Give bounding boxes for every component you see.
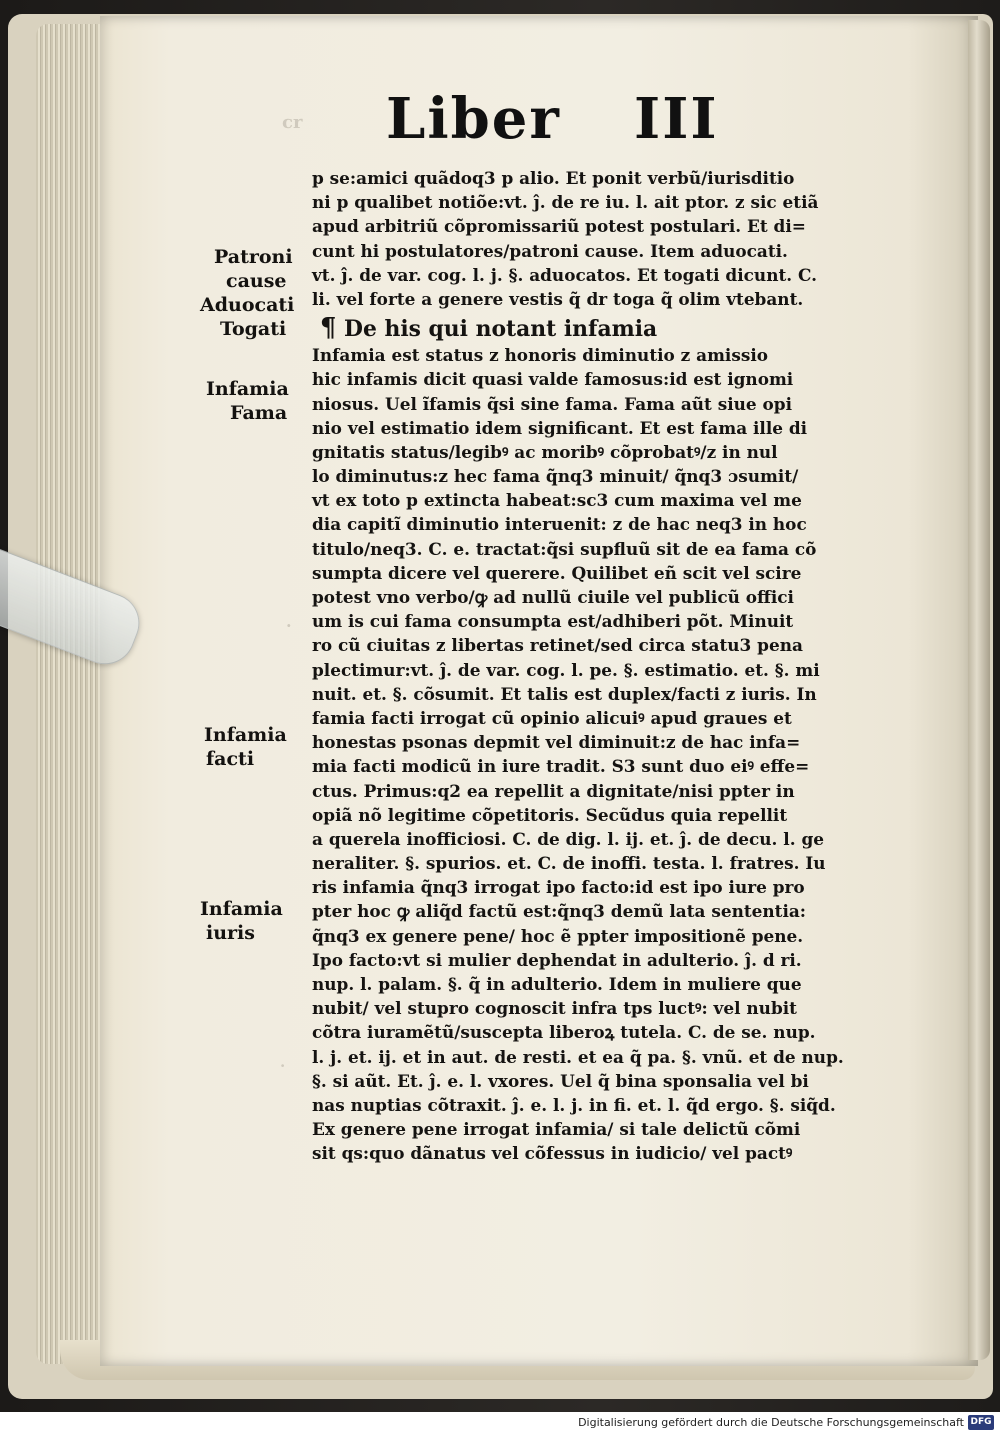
running-head-word: Liber — [386, 86, 561, 152]
text-line: titulo/neq3. C. e. tractat:q̃si supfluũ sit de ea fama cõ — [312, 539, 817, 560]
funding-credit: Digitalisierung gefördert durch die Deutsche Forschungsgemeinschaft — [578, 1416, 964, 1429]
text-line: ctus. Primus:q2 ea repellit a dignitate/nisi ppter in — [312, 781, 795, 802]
text-line: Infamia est status z honoris diminutio z amissio — [312, 346, 769, 367]
text-line: opiã nõ legitime cõpetitoris. Secũdus quia repellit — [312, 805, 788, 826]
text-line: vt. ĵ. de var. cog. l. j. §. aduocatos. Et togati dicunt. C. — [312, 265, 818, 286]
section-title-text: De his qui notant infamia — [343, 316, 658, 343]
text-line: ni p qualibet notiõe:vt. ĵ. de re iu. l. ait ptor. z sic etiã — [312, 193, 819, 214]
text-line: niosus. Uel ĩfamis q̃si sine fama. Fama aũt siue opi — [312, 394, 793, 415]
text-line: nup. l. palam. §. q̃ in adulterio. Idem in muliere que — [312, 975, 802, 995]
text-line: cõtra iuramẽtũ/suscepta liberoꝝ tutela. C. de se. nup. — [312, 1023, 816, 1044]
running-head — [386, 86, 719, 152]
section-title — [312, 312, 878, 344]
text-line: dia capitĩ diminutio interuenit: z de hac neq3 in hoc — [312, 515, 807, 536]
footer-bar — [0, 1412, 1000, 1434]
body-text — [312, 167, 882, 1167]
margin-note: Infamia — [206, 378, 289, 400]
text-line: Ipo facto:vt si mulier dephendat in adulterio. ĵ. d ri. — [312, 950, 802, 971]
text-line: nubit/ vel stupro cognoscit infra tps luctꝰ: vel nubit — [312, 999, 797, 1020]
text-line: l. j. et. ij. et in aut. de resti. et ea q̃ pa. §. vnũ. et de nup. — [312, 1047, 844, 1068]
text-line: honestas psonas depmit vel diminuit:z de hac infa= — [312, 733, 801, 754]
show-through-notes: · — [280, 1057, 286, 1075]
text-line: q̃nq3 ex genere pene/ hoc ẽ ppter impositionẽ pene. — [312, 926, 804, 947]
text-line: gnitatis status/legibꝰ ac moribꝰ cõprobatꝰ/z in nul — [312, 442, 778, 463]
text-line: li. vel forte a genere vestis q̃ dr toga q̃ olim vtebant. — [312, 289, 804, 310]
text-line: §. si aũt. Et. ĵ. e. l. vxores. Uel q̃ bina sponsalia vel bi — [312, 1071, 809, 1092]
text-line: potest vno verbo/ꝙ ad nullũ ciuile vel publicũ offici — [312, 588, 794, 608]
text-line: a querela inofficiosi. C. de dig. l. ij. et. ĵ. de decu. l. ge — [312, 829, 825, 850]
text-line: nas nuptias cõtraxit. ĵ. e. l. j. in fi. et. l. q̃d ergo. §. siq̃d. — [312, 1095, 836, 1116]
dfg-logo: DFG — [968, 1415, 994, 1430]
text-line: p se:amici quãdoq3 p alio. Et ponit verbũ/iurisditio — [312, 169, 795, 189]
text-line: nuit. et. §. cõsumit. Et talis est duplex/facti z iuris. In — [312, 684, 817, 705]
text-line: lo diminutus:z hec fama q̃nq3 minuit/ q̃nq3 ɔsumit/ — [312, 467, 799, 488]
text-line: apud arbitriũ cõpromissariũ potest postulari. Et di= — [312, 217, 806, 238]
show-through-folio: cr — [282, 112, 303, 133]
text-line: sit qs:quo dãnatus vel cõfessus in iudicio/ vel pactꝰ — [312, 1144, 793, 1165]
margin-note: Fama — [230, 402, 288, 424]
text-line: sumpta dicere vel querere. Quilibet eñ scit vel scire — [312, 563, 802, 584]
margin-note: Togati — [220, 318, 287, 340]
text-line: mia facti modicũ in iure tradit. S3 sunt duo eiꝰ effe= — [312, 757, 810, 778]
text-line: um is cui fama consumpta est/adhiberi põt. Minuit — [312, 612, 794, 633]
text-line: Ex genere pene irrogat infamia/ si tale delictũ cõmi — [312, 1120, 801, 1141]
text-line: pter hoc ꝙ aliq̃d factũ est:q̃nq3 demũ lata sententia: — [312, 902, 807, 923]
text-line: neraliter. §. spurios. et. C. de inoffi. testa. l. fratres. Iu — [312, 854, 826, 875]
page-curl — [968, 20, 990, 1360]
running-head-number: III — [634, 86, 719, 152]
text-line: vt ex toto p extincta habeat:sc3 cum maxima vel me — [312, 491, 802, 512]
margin-note: iuris — [206, 922, 255, 944]
text-line: nio vel estimatio idem significant. Et est fama ille di — [312, 418, 808, 439]
text-line: plectimur:vt. ĵ. de var. cog. l. pe. §. estimatio. et. §. mi — [312, 660, 820, 681]
show-through-mark: · — [286, 616, 292, 635]
margin-note: facti — [206, 748, 255, 770]
margin-note: cause — [226, 270, 287, 292]
margin-note: Aduocati — [200, 294, 295, 316]
text-line: hic infamis dicit quasi valde famosus:id est ignomi — [312, 370, 794, 391]
text-line: cunt hi postulatores/patroni cause. Item aduocati. — [312, 241, 788, 262]
page-edges — [36, 24, 106, 1364]
margin-note: Infamia — [204, 724, 287, 746]
margin-note: Patroni — [214, 246, 293, 268]
text-line: famia facti irrogat cũ opinio alicuiꝰ apud graues et — [312, 708, 792, 729]
margin-note: Infamia — [200, 898, 283, 920]
pilcrow-icon: ¶ — [319, 313, 337, 344]
text-line: ris infamia q̃nq3 irrogat ipo facto:id est ipo iure pro — [312, 878, 805, 899]
text-line: ro cũ ciuitas z libertas retinet/sed circa statu3 pena — [312, 636, 803, 657]
